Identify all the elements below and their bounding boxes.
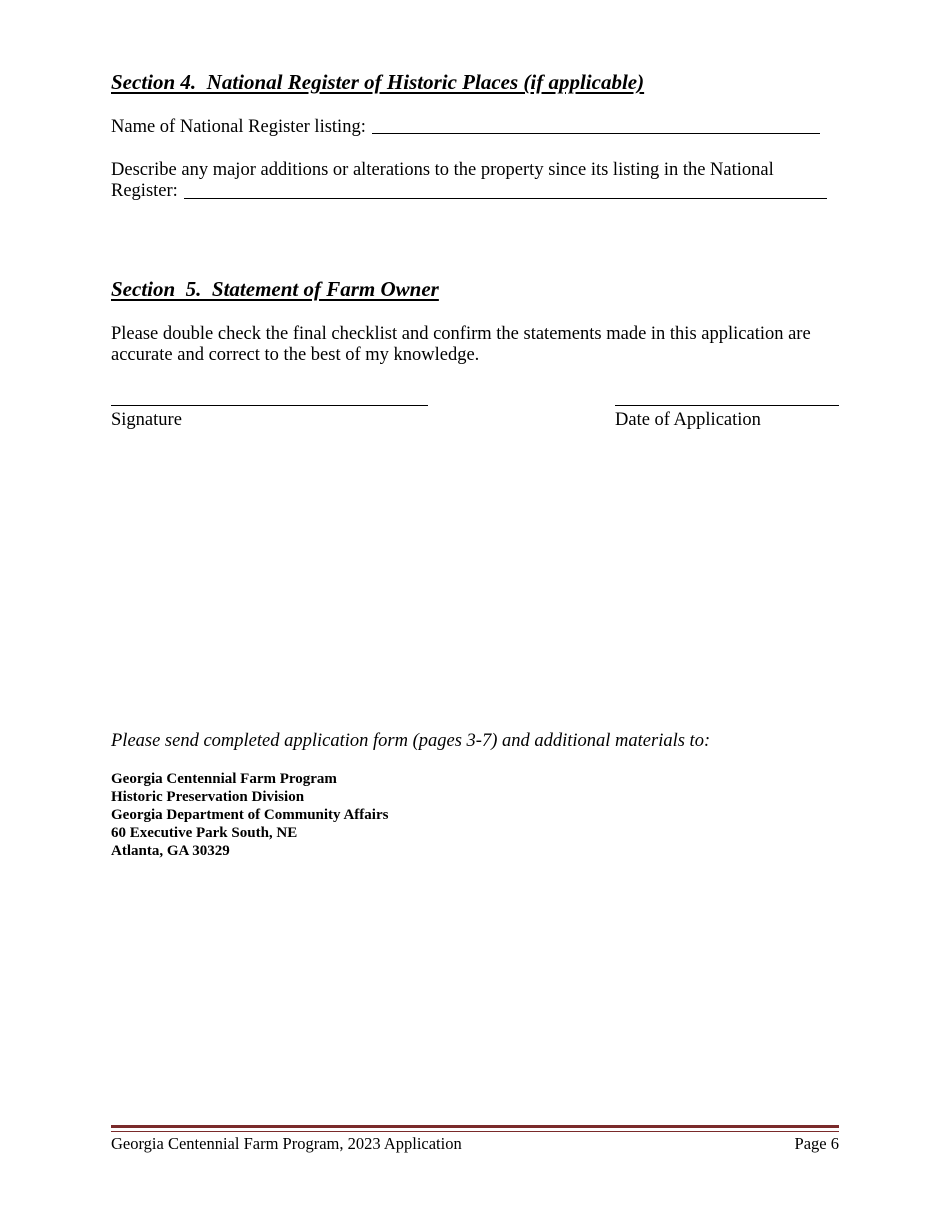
section-4-heading: Section 4. National Register of Historic Places (if applicable) — [111, 70, 645, 94]
listing-name-label: Name of National Register listing: — [111, 117, 366, 137]
section-5-heading: Section 5. Statement of Farm Owner — [111, 277, 439, 301]
address-line: Historic Preservation Division — [111, 789, 305, 805]
mailing-address — [111, 770, 388, 860]
address-line: Georgia Department of Community Affairs — [111, 807, 389, 823]
address-line: 60 Executive Park South, NE — [111, 825, 298, 841]
footer-page-number: Page 6 — [794, 1134, 839, 1153]
signature-field[interactable] — [111, 405, 428, 406]
address-line: Atlanta, GA 30329 — [111, 843, 230, 859]
listing-name-field[interactable] — [372, 133, 820, 134]
signature-label: Signature — [111, 410, 182, 430]
footer-divider-thin — [111, 1131, 839, 1132]
footer-program-title: Georgia Centennial Farm Program, 2023 Application — [111, 1134, 462, 1153]
date-field[interactable] — [615, 405, 839, 406]
alterations-question-line1: Describe any major additions or alterations to the property since its listing in the National — [111, 160, 774, 180]
date-label: Date of Application — [615, 410, 761, 430]
footer-divider-thick — [111, 1125, 839, 1128]
mailing-instruction: Please send completed application form (pages 3-7) and additional materials to: — [111, 731, 711, 751]
alterations-question-line2: Register: — [111, 181, 178, 201]
address-line: Georgia Centennial Farm Program — [111, 771, 337, 787]
owner-statement: Please double check the final checklist and confirm the statements made in this application are accurate and correct to the best of my knowledge. — [111, 324, 811, 365]
alterations-field[interactable] — [184, 198, 827, 199]
